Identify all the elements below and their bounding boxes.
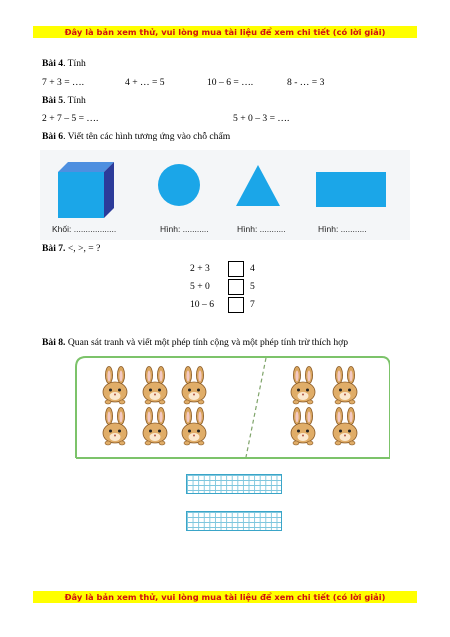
divider-line [246, 358, 266, 457]
exercise-7-heading: Bài 7. <, >, = ? [42, 243, 101, 254]
bunny-icon [103, 408, 127, 446]
compare-answer-box-2[interactable] [228, 279, 244, 295]
exercise-4-expr-1: 7 + 3 = …. [42, 77, 85, 88]
exercise-5-heading: Bài 5. Tính [42, 95, 86, 106]
preview-banner-bottom: Đây là bản xem thử, vui lòng mua tài liệu để xem chi tiết (có lời giải) [33, 591, 417, 603]
compare-right-1: 4 [250, 263, 255, 274]
rectangle-icon [316, 172, 386, 207]
exercise-8-heading: Bài 8. Quan sát tranh và viết một phép tính cộng và một phép tính trừ thích hợp [42, 337, 349, 348]
cube-icon [58, 162, 114, 218]
bunny-icon [291, 367, 315, 405]
cube-label: Khối: .................. [52, 224, 117, 234]
exercise-4-expr-2: 4 + … = 5 [125, 77, 165, 88]
bunny-icon [143, 408, 167, 446]
bunny-icon [333, 367, 357, 405]
exercise-5-expr-1: 2 + 7 – 5 = …. [42, 113, 99, 124]
compare-right-3: 7 [250, 299, 255, 310]
bunny-icon [143, 367, 167, 405]
exercise-4-heading: Bài 4. Tính [42, 58, 86, 69]
bunny-icon [291, 408, 315, 446]
answer-grid-subtraction[interactable] [186, 511, 282, 531]
compare-answer-box-3[interactable] [228, 297, 244, 313]
circle-label: Hình: ........... [160, 224, 209, 234]
compare-left-3: 10 – 6 [190, 299, 214, 310]
exercise-6-heading: Bài 6. Viết tên các hình tương ứng vào chỗ chấm [42, 131, 231, 142]
bunny-icon [182, 367, 206, 405]
circle-icon [158, 164, 200, 206]
answer-grid-addition[interactable] [186, 474, 282, 494]
compare-left-2: 5 + 0 [190, 281, 210, 292]
compare-left-1: 2 + 3 [190, 263, 210, 274]
exercise-5-expr-2: 5 + 0 – 3 = …. [233, 113, 290, 124]
preview-banner-top: Đây là bản xem thử, vui lòng mua tài liệu để xem chi tiết (có lời giải) [33, 26, 417, 38]
compare-answer-box-1[interactable] [228, 261, 244, 277]
bunny-icon [182, 408, 206, 446]
bunny-icon [333, 408, 357, 446]
bunny-icon [103, 367, 127, 405]
exercise-4-expr-3: 10 – 6 = …. [207, 77, 254, 88]
triangle-label: Hình: ........... [237, 224, 286, 234]
exercise-4-expr-4: 8 - … = 3 [287, 77, 325, 88]
rectangle-label: Hình: ........... [318, 224, 367, 234]
compare-right-2: 5 [250, 281, 255, 292]
